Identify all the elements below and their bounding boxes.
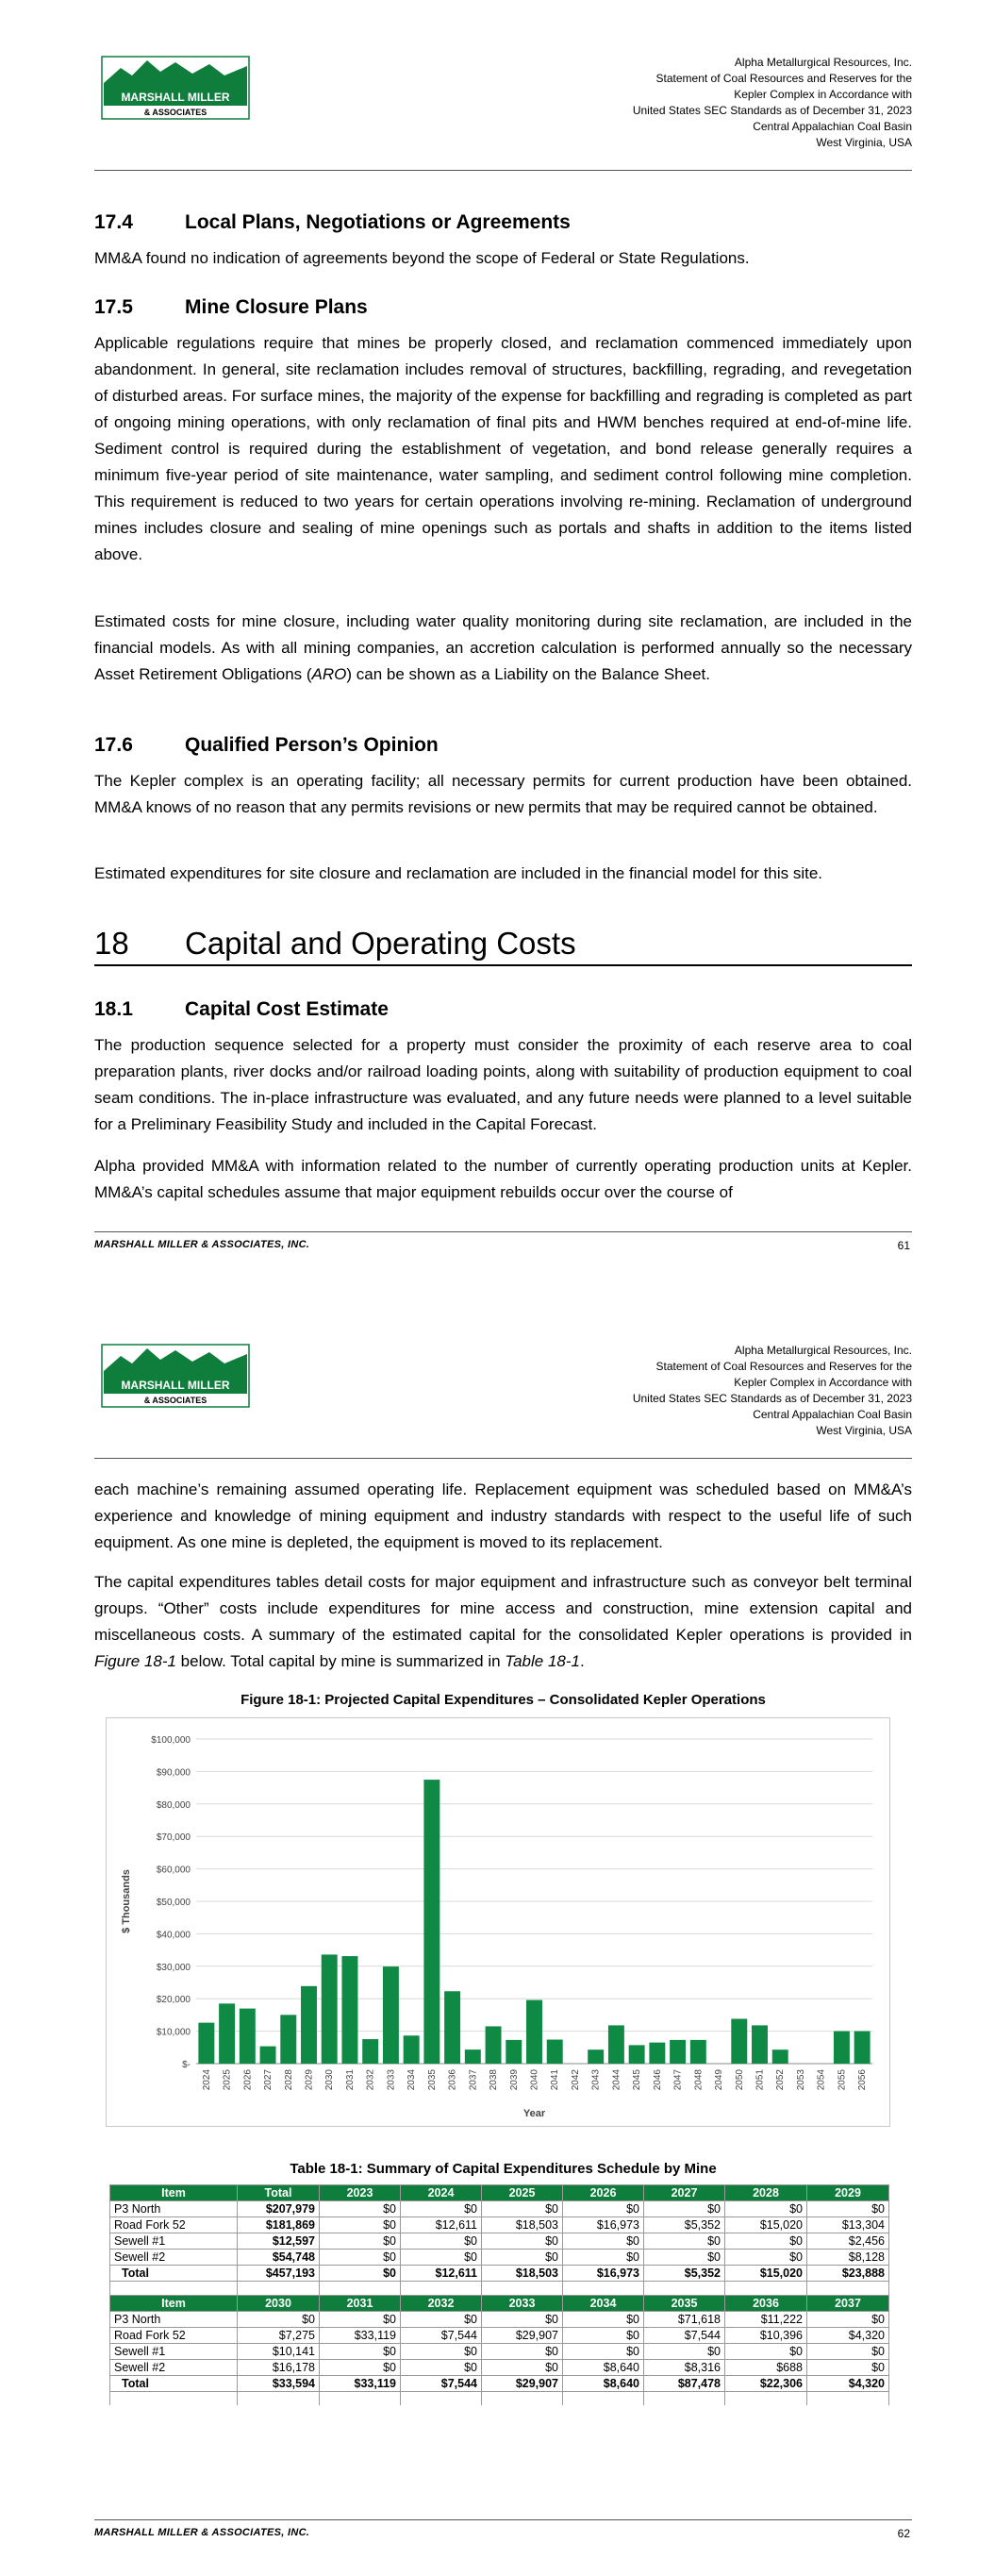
table-cell: $0 [482, 2250, 563, 2266]
table-cell: Sewell #1 [110, 2233, 238, 2250]
page-62 [0, 1288, 995, 2576]
x-tick-label: 2032 [365, 2069, 376, 2091]
table-cell: Sewell #2 [110, 2360, 238, 2376]
chapter-heading: 18 Capital and Operating Costs [94, 925, 912, 966]
table-cell: $0 [482, 2233, 563, 2250]
x-tick-label: 2028 [283, 2069, 294, 2091]
x-tick-label: 2038 [489, 2069, 500, 2091]
x-tick-label: 2031 [344, 2069, 356, 2091]
table-cell: $4,320 [807, 2376, 889, 2392]
svg-text:MARSHALL MILLER: MARSHALL MILLER [121, 1379, 230, 1392]
bar [280, 2015, 296, 2064]
bar [219, 2003, 235, 2064]
bar [240, 2009, 256, 2064]
table-cell: $0 [644, 2344, 725, 2360]
x-tick-label: 2051 [755, 2069, 766, 2091]
paragraph: each machine’s remaining assumed operating life. Replacement equipment was scheduled based on MM&A’s experience and knowledge of mining equipment and industry standards with respect to the useful life of such equipment. As one mine is depleted, the equipment is moved to its replacement. [94, 1480, 912, 1551]
paragraph: MM&A found no indication of agreements beyond the scope of Federal or State Regulations. [94, 249, 750, 267]
column-header: 2024 [401, 2185, 482, 2201]
table-cell: $33,119 [320, 2376, 401, 2392]
column-header: 2034 [563, 2296, 644, 2312]
table-cell: Total [110, 2266, 238, 2282]
table-cell: $10,396 [725, 2328, 807, 2344]
x-tick-label: 2035 [426, 2069, 438, 2091]
table-cell: $18,503 [482, 2217, 563, 2233]
table-cell: Road Fork 52 [110, 2217, 238, 2233]
table-cell: $0 [807, 2344, 889, 2360]
column-header: Item [110, 2185, 238, 2201]
table-cell: $8,640 [563, 2376, 644, 2392]
table-cell: $5,352 [644, 2217, 725, 2233]
table-cell: $0 [807, 2360, 889, 2376]
table-cell: $0 [725, 2344, 807, 2360]
table-spacer-row [110, 2282, 889, 2296]
footer-company: MARSHALL MILLER & ASSOCIATES, INC. [94, 2527, 310, 2538]
section-18-1 [94, 996, 912, 1023]
page-number: 62 [897, 2527, 910, 2540]
section-17-6 [94, 732, 912, 759]
table-cell: $0 [725, 2201, 807, 2217]
table-cell: $7,544 [644, 2328, 725, 2344]
table-cell: $29,907 [482, 2328, 563, 2344]
table-row [110, 2217, 889, 2233]
company-logo [100, 55, 251, 121]
table-cell: $0 [320, 2312, 401, 2328]
paragraph: Estimated costs for mine closure, including water quality monitoring during site reclamation, are included in the financial models. As with all mining companies, an accretion calculation is performed annually so the necessary Asset Retirement Obligations (ARO) can be shown as a Liability on the Balance Sheet. [94, 612, 912, 683]
bar [629, 2045, 645, 2064]
bar [444, 1991, 460, 2064]
table-cell: $0 [320, 2360, 401, 2376]
svg-text:& ASSOCIATES: & ASSOCIATES [143, 108, 207, 117]
x-tick-label: 2026 [242, 2069, 254, 2091]
column-header: 2035 [644, 2296, 725, 2312]
bar [362, 2039, 378, 2064]
table-cell: $12,597 [238, 2233, 320, 2250]
bar [772, 2049, 788, 2064]
column-header: 2030 [238, 2296, 320, 2312]
paragraph: Estimated expenditures for site closure and reclamation are included in the financial model for this site. [94, 864, 823, 882]
column-header: 2031 [320, 2296, 401, 2312]
table-cell: $0 [725, 2250, 807, 2266]
bar [465, 2049, 481, 2064]
table-cell: $16,178 [238, 2360, 320, 2376]
y-tick-label: $90,000 [156, 1767, 191, 1779]
bar [423, 1780, 439, 2064]
table-cell: $0 [807, 2312, 889, 2328]
x-tick-label: 2053 [795, 2069, 806, 2091]
table-cell: $0 [644, 2250, 725, 2266]
paragraph: Applicable regulations require that mines be properly closed, and reclamation commenced immediately upon abandonment. In general, site reclamation includes removal of structures, backfilling, regrading, and revegetation of disturbed areas. For surface mines, the majority of the expense for backfilling and regrading is completed as part of ongoing mining operations, with only reclamation of final pits and HWM benches required at end-of-mine life. Sediment control is required during the establishment of vegetation, and bond release generally requires a minimum five-year period of site maintenance, water sampling, and sediment control following mine completion. This requirement is reduced to two years for certain operations involving re-mining. Reclamation of underground mines includes closure and sealing of mine openings such as portals and shafts in addition to the items listed above. [94, 334, 912, 563]
bar [547, 2040, 563, 2064]
table-cell: $0 [238, 2312, 320, 2328]
x-tick-label: 2044 [611, 2069, 622, 2091]
table-cell: $16,973 [563, 2217, 644, 2233]
table-cell: $12,611 [401, 2217, 482, 2233]
x-tick-label: 2046 [652, 2069, 663, 2091]
table-row [110, 2344, 889, 2360]
x-tick-label: 2040 [529, 2069, 540, 2091]
table-cell: $8,128 [807, 2250, 889, 2266]
table-cell: $11,222 [725, 2312, 807, 2328]
svg-text:& ASSOCIATES: & ASSOCIATES [143, 1396, 207, 1405]
capex-chart [106, 1717, 890, 2127]
x-tick-label: 2036 [447, 2069, 458, 2091]
y-tick-label: $50,000 [156, 1898, 191, 1908]
table-cell: $54,748 [238, 2250, 320, 2266]
table-cell: $71,618 [644, 2312, 725, 2328]
bar [404, 2035, 420, 2064]
chapter-18 [94, 925, 912, 966]
table-cell: $0 [320, 2266, 401, 2282]
document-header [516, 1343, 912, 1439]
x-tick-label: 2045 [632, 2069, 643, 2091]
x-tick-label: 2037 [468, 2069, 479, 2091]
table-cell: $22,306 [725, 2376, 807, 2392]
table-cell: Total [110, 2376, 238, 2392]
table-cell: $23,888 [807, 2266, 889, 2282]
header-line: United States SEC Standards as of December 31, 2023 [632, 1392, 912, 1405]
x-tick-label: 2052 [775, 2069, 787, 2091]
bar [752, 2025, 768, 2064]
column-header: 2023 [320, 2185, 401, 2201]
y-tick-label: $60,000 [156, 1865, 191, 1876]
table-row [110, 2201, 889, 2217]
table-cell: $0 [320, 2250, 401, 2266]
table-cell: $15,020 [725, 2266, 807, 2282]
table-row [110, 2250, 889, 2266]
x-tick-label: 2029 [304, 2069, 315, 2091]
table-total-row [110, 2266, 889, 2282]
table-cell: $33,119 [320, 2328, 401, 2344]
table-cell: $12,611 [401, 2266, 482, 2282]
table-cell: $688 [725, 2360, 807, 2376]
y-tick-label: $100,000 [151, 1735, 191, 1746]
table-cell: $0 [563, 2344, 644, 2360]
document-header [516, 55, 912, 151]
table-cell: $0 [320, 2233, 401, 2250]
bar [608, 2025, 624, 2064]
table-cell: $457,193 [238, 2266, 320, 2282]
x-tick-label: 2055 [837, 2069, 848, 2091]
bar [341, 1956, 357, 2064]
x-tick-label: 2048 [693, 2069, 705, 2091]
header-divider [94, 1458, 912, 1459]
paragraph: The capital expenditures tables detail costs for major equipment and infrastructure such as conveyor belt terminal groups. “Other” costs include expenditures for mine access and construction, mine extension capital and miscellaneous costs. A summary of the estimated capital for the consolidated Kepler operations is provided in Figure 18-1 below. Total capital by mine is summarized in Table 18-1. [94, 1573, 912, 1670]
x-tick-label: 2030 [324, 2069, 336, 2091]
y-axis-title: $ Thousands [121, 1869, 132, 1933]
table-cell: $8,640 [563, 2360, 644, 2376]
table-cell: $0 [320, 2344, 401, 2360]
paragraph: The Kepler complex is an operating facility; all necessary permits for current production have been obtained. MM&A knows of no reason that any permits revisions or new permits that may be required cannot be obtained. [94, 772, 912, 816]
column-header: 2025 [482, 2185, 563, 2201]
footer-divider [94, 2519, 912, 2520]
section-heading: 17.6 Qualified Person’s Opinion [94, 734, 439, 756]
bar [486, 2026, 502, 2064]
capex-summary-table [109, 2184, 889, 2405]
table-cell: $0 [563, 2201, 644, 2217]
table-cell: $13,304 [807, 2217, 889, 2233]
table-cell: $0 [401, 2344, 482, 2360]
bar [506, 2040, 522, 2064]
column-header: 2029 [807, 2185, 889, 2201]
paragraph: Alpha provided MM&A with information related to the number of currently operating production units at Kepler. MM&A’s capital schedules assume that major equipment rebuilds occur over the course of [94, 1157, 912, 1201]
header-line: West Virginia, USA [816, 1424, 912, 1437]
table-cell: $181,869 [238, 2217, 320, 2233]
header-line: Statement of Coal Resources and Reserves for the [655, 72, 912, 85]
table-cell: $7,544 [401, 2328, 482, 2344]
table-cell: $0 [563, 2328, 644, 2344]
y-tick-label: $- [182, 2060, 191, 2070]
table-cell: P3 North [110, 2312, 238, 2328]
y-tick-label: $20,000 [156, 1995, 191, 2006]
bar [198, 2023, 214, 2064]
section-heading: 18.1 Capital Cost Estimate [94, 998, 389, 1020]
x-tick-label: 2049 [714, 2069, 725, 2091]
bar [526, 2000, 542, 2064]
table-cell: $0 [401, 2250, 482, 2266]
x-tick-label: 2041 [550, 2069, 561, 2091]
table-cell: $0 [401, 2312, 482, 2328]
table-cell: $207,979 [238, 2201, 320, 2217]
page-number: 61 [897, 1239, 910, 1252]
table-cell: $0 [320, 2217, 401, 2233]
table-caption: Table 18-1: Summary of Capital Expenditures Schedule by Mine [290, 2161, 717, 2177]
bar [322, 1954, 338, 2064]
table-cell: $0 [482, 2312, 563, 2328]
bar [690, 2040, 706, 2064]
y-tick-label: $80,000 [156, 1799, 191, 1811]
table-cell: Sewell #2 [110, 2250, 238, 2266]
header-line: Alpha Metallurgical Resources, Inc. [734, 56, 912, 69]
header-line: Kepler Complex in Accordance with [734, 88, 912, 101]
table-row [110, 2360, 889, 2376]
x-tick-label: 2025 [222, 2069, 233, 2091]
table-cell: P3 North [110, 2201, 238, 2217]
table-cell: $0 [563, 2250, 644, 2266]
x-tick-label: 2050 [734, 2069, 745, 2091]
table-cell: $0 [482, 2201, 563, 2217]
table-row [110, 2233, 889, 2250]
table-cell: $7,544 [401, 2376, 482, 2392]
bar [731, 2019, 747, 2064]
x-tick-label: 2024 [201, 2069, 212, 2091]
table-cell: $7,275 [238, 2328, 320, 2344]
column-header: 2028 [725, 2185, 807, 2201]
table-cell: $29,907 [482, 2376, 563, 2392]
table-cell: Road Fork 52 [110, 2328, 238, 2344]
header-divider [94, 170, 912, 171]
header-line: Alpha Metallurgical Resources, Inc. [734, 1344, 912, 1357]
table-cell: $4,320 [807, 2328, 889, 2344]
table-header-row [110, 2296, 889, 2312]
table-cell: $0 [563, 2233, 644, 2250]
bar [383, 1966, 399, 2064]
table-cell: $0 [725, 2233, 807, 2250]
x-tick-label: 2039 [508, 2069, 520, 2091]
bar [854, 2032, 871, 2064]
table-cell: $0 [644, 2233, 725, 2250]
table-row [110, 2312, 889, 2328]
column-header: 2036 [725, 2296, 807, 2312]
x-tick-label: 2034 [406, 2069, 418, 2091]
table-cell: $0 [401, 2233, 482, 2250]
x-tick-label: 2027 [263, 2069, 274, 2091]
bar [649, 2043, 665, 2064]
x-tick-label: 2033 [386, 2069, 397, 2091]
x-tick-label: 2056 [857, 2069, 869, 2091]
table-cell: $0 [401, 2201, 482, 2217]
table-cell: $10,141 [238, 2344, 320, 2360]
footer-divider [94, 1231, 912, 1232]
section-17-4 [94, 209, 912, 236]
x-tick-label: 2054 [816, 2069, 827, 2091]
table-cell: $18,503 [482, 2266, 563, 2282]
table-cell: $0 [807, 2201, 889, 2217]
x-tick-label: 2047 [672, 2069, 684, 2091]
bar [260, 2047, 276, 2064]
header-line: West Virginia, USA [816, 136, 912, 149]
header-line: Central Appalachian Coal Basin [753, 1408, 912, 1421]
column-header: 2027 [644, 2185, 725, 2201]
table-cell: $0 [482, 2360, 563, 2376]
table-cell: $8,316 [644, 2360, 725, 2376]
y-tick-label: $10,000 [156, 2027, 191, 2038]
table-total-row [110, 2376, 889, 2392]
table-cell: $0 [401, 2360, 482, 2376]
table-cell: $5,352 [644, 2266, 725, 2282]
table-header-row [110, 2185, 889, 2201]
y-tick-label: $70,000 [156, 1832, 191, 1844]
column-header: 2026 [563, 2185, 644, 2201]
section-heading: 17.5 Mine Closure Plans [94, 296, 368, 318]
table-cell: $2,456 [807, 2233, 889, 2250]
column-header: Item [110, 2296, 238, 2312]
column-header: Total [238, 2185, 320, 2201]
column-header: 2033 [482, 2296, 563, 2312]
bar [588, 2049, 604, 2064]
figure-caption: Figure 18-1: Projected Capital Expenditures – Consolidated Kepler Operations [240, 1692, 766, 1708]
footer-company: MARSHALL MILLER & ASSOCIATES, INC. [94, 1239, 310, 1250]
capex-bar-chart [107, 1718, 889, 2126]
bar [301, 1986, 317, 2064]
table-cell: $0 [320, 2201, 401, 2217]
y-tick-label: $30,000 [156, 1962, 191, 1973]
x-tick-label: 2042 [570, 2069, 581, 2091]
table-spacer-row [110, 2392, 889, 2406]
paragraph: The production sequence selected for a property must consider the proximity of each reserve area to coal preparation plants, river docks and/or railroad loading points, along with suitability of production equipment to coal seam conditions. The in-place infrastructure was evaluated, and any future needs were planned to a level suitable for a Preliminary Feasibility Study and included in the Capital Forecast. [94, 1036, 912, 1133]
table-cell: $0 [563, 2312, 644, 2328]
x-tick-label: 2043 [590, 2069, 602, 2091]
x-axis-title: Year [522, 2108, 546, 2119]
table-cell: $15,020 [725, 2217, 807, 2233]
header-line: United States SEC Standards as of December 31, 2023 [632, 104, 912, 117]
table-cell: $87,478 [644, 2376, 725, 2392]
table-cell: $0 [644, 2201, 725, 2217]
column-header: 2037 [807, 2296, 889, 2312]
table-cell: Sewell #1 [110, 2344, 238, 2360]
company-logo [100, 1343, 251, 1409]
table-cell: $0 [482, 2344, 563, 2360]
table-row [110, 2328, 889, 2344]
column-header: 2032 [401, 2296, 482, 2312]
y-tick-label: $40,000 [156, 1930, 191, 1941]
section-17-5 [94, 294, 912, 321]
section-heading: 17.4 Local Plans, Negotiations or Agreements [94, 211, 571, 233]
svg-text:MARSHALL MILLER: MARSHALL MILLER [121, 91, 230, 104]
header-line: Central Appalachian Coal Basin [753, 120, 912, 133]
header-line: Statement of Coal Resources and Reserves for the [655, 1360, 912, 1373]
header-line: Kepler Complex in Accordance with [734, 1376, 912, 1389]
table-cell: $16,973 [563, 2266, 644, 2282]
bar [670, 2040, 686, 2064]
table-cell: $33,594 [238, 2376, 320, 2392]
bar [834, 2032, 850, 2064]
